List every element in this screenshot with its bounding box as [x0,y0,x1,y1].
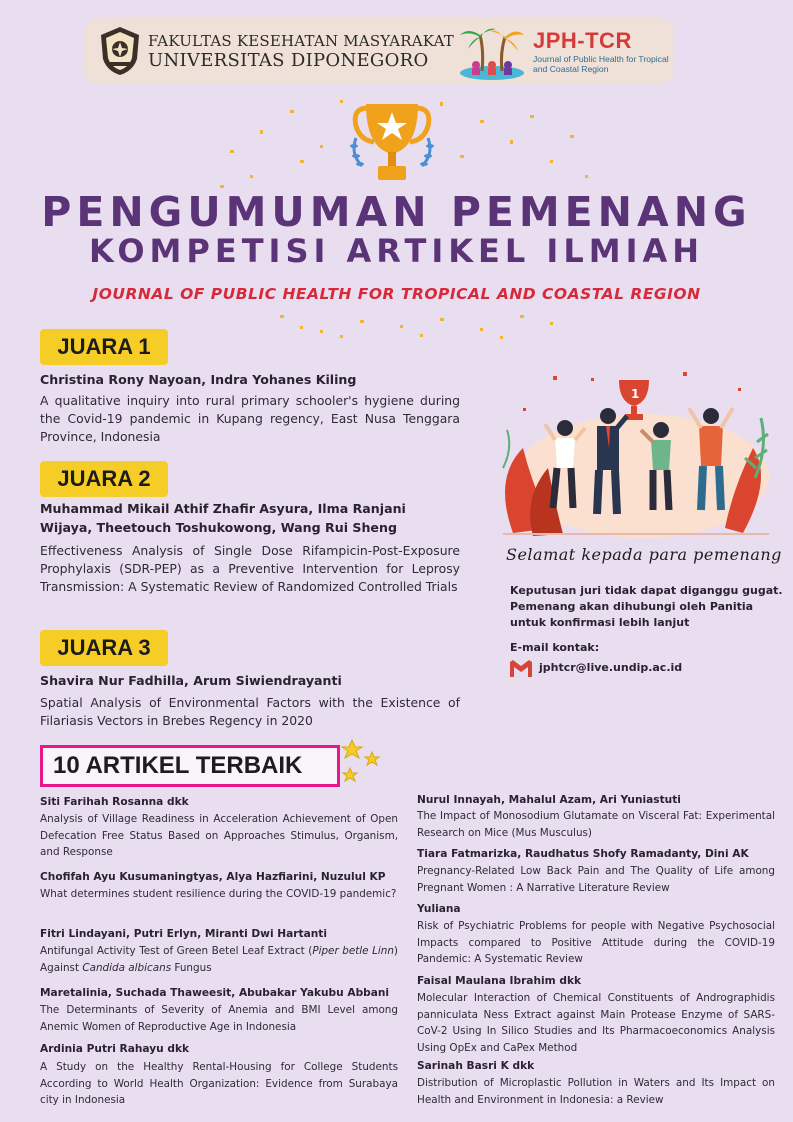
species-name: Piper betle Linn [312,945,394,957]
top10-left-5-authors: Ardinia Putri Rahayu dkk [40,1043,190,1055]
page-title: PENGUMUMAN PEMENANG [41,188,752,236]
celebration-illustration [493,358,778,538]
contact-email[interactable]: jphtcr@live.undip.ac.id [539,661,683,674]
winner-1-authors: Christina Rony Nayoan, Indra Yohanes Kiling [40,372,357,387]
top10-left-3-title [40,943,398,976]
top10-left-4-title: The Determinants of Severity of Anemia and BMI Level among Anemic Women of Reproductive Age in Indonesia [40,1004,398,1033]
winner-3-authors: Shavira Nur Fadhilla, Arum Siwiendrayanti [40,673,342,688]
faculty-name: FAKULTAS KESEHATAN MASYARAKAT [148,32,455,50]
journal-full-name: Journal of Public Health for Tropical and Coastal Region [533,54,669,74]
top10-left-2-title: What determines student resilience during the COVID-19 pandemic? [40,888,397,900]
winner-2-badge: JUARA 2 [40,461,168,497]
top10-right-2-authors: Tiara Fatmarizka, Raudhatus Shofy Ramadanty, Dini AK [417,848,749,860]
greeting-text: Selamat kepada para pemenang [506,545,782,564]
title-part: ) Against [40,945,398,974]
page-subtitle: KOMPETISI ARTIKEL ILMIAH [88,232,705,270]
title-part: Antifungal Activity Test of Green Betel Leaf Extract ( [40,945,313,957]
winner-1-title: A qualitative inquiry into rural primary schooler's hygiene during the Covid-19 pandemic in Kupang regency, East Nusa Tenggara Province, Indonesia [40,393,460,444]
top10-right-2-title: Pregnancy-Related Low Back Pain and The Quality of Life among Pregnant Women : A Narrative Literature Review [417,865,775,894]
top10-left-1-title: Analysis of Village Readiness in Acceleration Achievement of Open Defecation Free Status Based on Approaches Stimulus, Organism, and Response [40,813,398,858]
university-name: UNIVERSITAS DIPONEGORO [148,50,429,71]
top10-left-5-title: A Study on the Healthy Rental-Housing for College Students According to World Health Organization: Evidence from Surabaya city in Indonesia [40,1061,398,1106]
top10-left-1-authors: Siti Farihah Rosanna dkk [40,796,189,808]
top10-right-4-title: Molecular Interaction of Chemical Constituents of Andrographidis panniculata Ness Extract against Main Protease Enzyme of SARS-CoV-2 Using In Silico Studies and Its Pharmacoeconomics Analysis Using OpEx and CaPex Method [417,992,775,1054]
top10-right-3-authors: Yuliana [417,903,461,915]
svg-text:1: 1 [631,387,640,401]
winner-3-badge: JUARA 3 [40,630,168,666]
university-seal-icon [97,25,143,77]
top10-left-3-authors: Fitri Lindayani, Putri Erlyn, Miranti Dwi Hartanti [40,928,327,940]
journal-title: JOURNAL OF PUBLIC HEALTH FOR TROPICAL AND COASTAL REGION [92,285,701,303]
journal-short-name: JPH-TCR [533,28,632,53]
top10-right-5-title: Distribution of Microplastic Pollution in Waters and Its Impact on Health and Environment in Indonesia: a Review [417,1077,775,1106]
jury-note: Keputusan juri tidak dapat diganggu gugat. Pemenang akan dihubungi oleh Panitia untuk konfirmasi lebih lanjut [510,584,783,629]
species-name: Candida albicans [82,961,172,974]
trophy-icon [344,96,440,188]
winner-2-title: Effectiveness Analysis of Single Dose Rifampicin-Post-Exposure Prophylaxis (SDR-PEP) as a Preventive Intervention for Leprosy Transmission: A Systematic Review of Randomized Controlled Trials [40,543,460,594]
top10-heading: 10 ARTIKEL TERBAIK [40,745,340,787]
stars-icon [338,738,384,790]
winner-3-title: Spatial Analysis of Environmental Factors with the Existence of Filariasis Vectors in Brebes Regency in 2020 [40,695,460,728]
top10-right-1-title: The Impact of Monosodium Glutamate on Visceral Fat: Experimental Research on Mice (Mus Musculus) [417,810,775,839]
jphtcr-logo-icon [458,21,526,81]
winner-2-authors: Muhammad Mikail Athif Zhafir Asyura, Ilma Ranjani Wijaya, Theetouch Toshukowong, Wang Rui Sheng [40,501,406,535]
top10-left-4-authors: Maretalinia, Suchada Thaweesit, Abubakar Yakubu Abbani [40,987,390,999]
top10-left-2-authors: Chofifah Ayu Kusumaningtyas, Alya Hazfiarini, Nuzulul KP [40,871,386,883]
top10-right-1-authors: Nurul Innayah, Mahalul Azam, Ari Yuniastuti [417,794,681,806]
title-part: Fungus [171,961,212,974]
email-label: E-mail kontak: [510,641,600,654]
gmail-icon [509,659,533,678]
top10-right-3-title: Risk of Psychiatric Problems for people with Negative Psychosocial Impacts compared to Positive Attitude during the COVID-19 Pandemic: A Systematic Review [417,920,775,965]
top10-right-4-authors: Faisal Maulana Ibrahim dkk [417,975,582,987]
top10-right-5-authors: Sarinah Basri K dkk [417,1060,535,1072]
winner-1-badge: JUARA 1 [40,329,168,365]
